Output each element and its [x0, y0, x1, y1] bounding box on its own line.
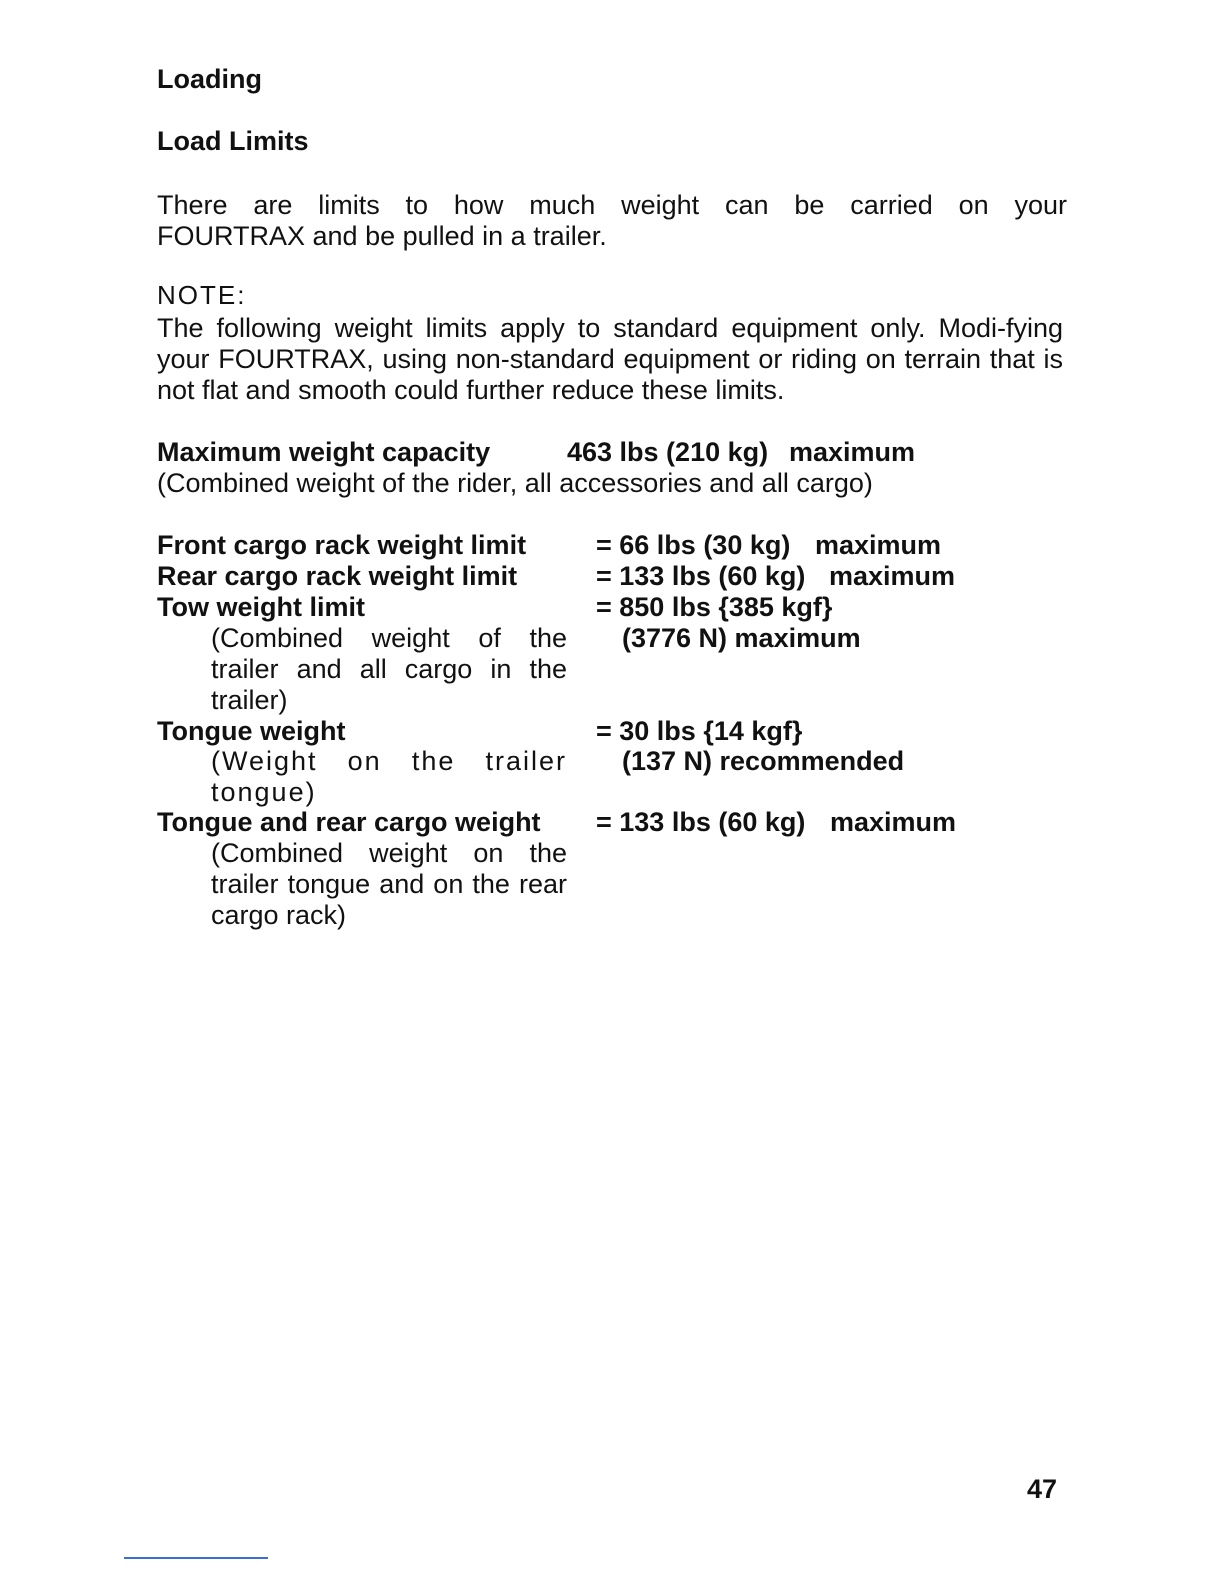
note-text: The following weight limits apply to standard equipment only. Modi-fying your FOURTRAX, using non-standard equipment or riding on terrain that is not flat and smooth could further reduce these limits. [157, 313, 1063, 405]
note-label: NOTE: [157, 280, 247, 310]
tongue-rear-label: Tongue and rear cargo weight [157, 807, 541, 837]
tongue-rear-value: = 133 lbs (60 kg) [596, 807, 806, 837]
tongue-weight-description: (Weight on the trailer tongue) [211, 746, 567, 807]
max-capacity-value: 463 lbs (210 kg) [567, 437, 769, 467]
front-rack-value: = 66 lbs (30 kg) [596, 530, 791, 560]
bottom-rule [124, 1557, 268, 1559]
max-capacity-qualifier: maximum [789, 437, 916, 467]
tongue-rear-qualifier: maximum [830, 807, 957, 837]
rear-rack-label: Rear cargo rack weight limit [157, 561, 518, 591]
intro-line-1: There are limits to how much weight can be carried on your [157, 190, 1067, 220]
rear-rack-value: = 133 lbs (60 kg) [596, 561, 806, 591]
tow-limit-description: (Combined weight of the trailer and all cargo in the trailer) [211, 623, 567, 715]
tow-limit-value: = 850 lbs {385 kgf} [596, 592, 833, 622]
section-subheading: Load Limits [157, 126, 309, 156]
front-rack-label: Front cargo rack weight limit [157, 530, 527, 560]
rear-rack-qualifier: maximum [829, 561, 956, 591]
max-capacity-label: Maximum weight capacity [157, 437, 491, 467]
tongue-weight-value: = 30 lbs {14 kgf} [596, 716, 803, 746]
max-capacity-description: (Combined weight of the rider, all accessories and all cargo) [157, 468, 873, 498]
tongue-weight-label: Tongue weight [157, 716, 346, 746]
page-number: 47 [1027, 1474, 1058, 1504]
tongue-rear-description: (Combined weight on the trailer tongue and on the rear cargo rack) [211, 838, 567, 930]
tongue-weight-value-newtons: (137 N) recommended [622, 746, 905, 776]
tow-limit-label: Tow weight limit [157, 592, 365, 622]
intro-line-2: FOURTRAX and be pulled in a trailer. [157, 221, 607, 251]
front-rack-qualifier: maximum [815, 530, 942, 560]
tow-limit-value-newtons: (3776 N) maximum [622, 623, 861, 653]
section-heading: Loading [157, 64, 262, 94]
